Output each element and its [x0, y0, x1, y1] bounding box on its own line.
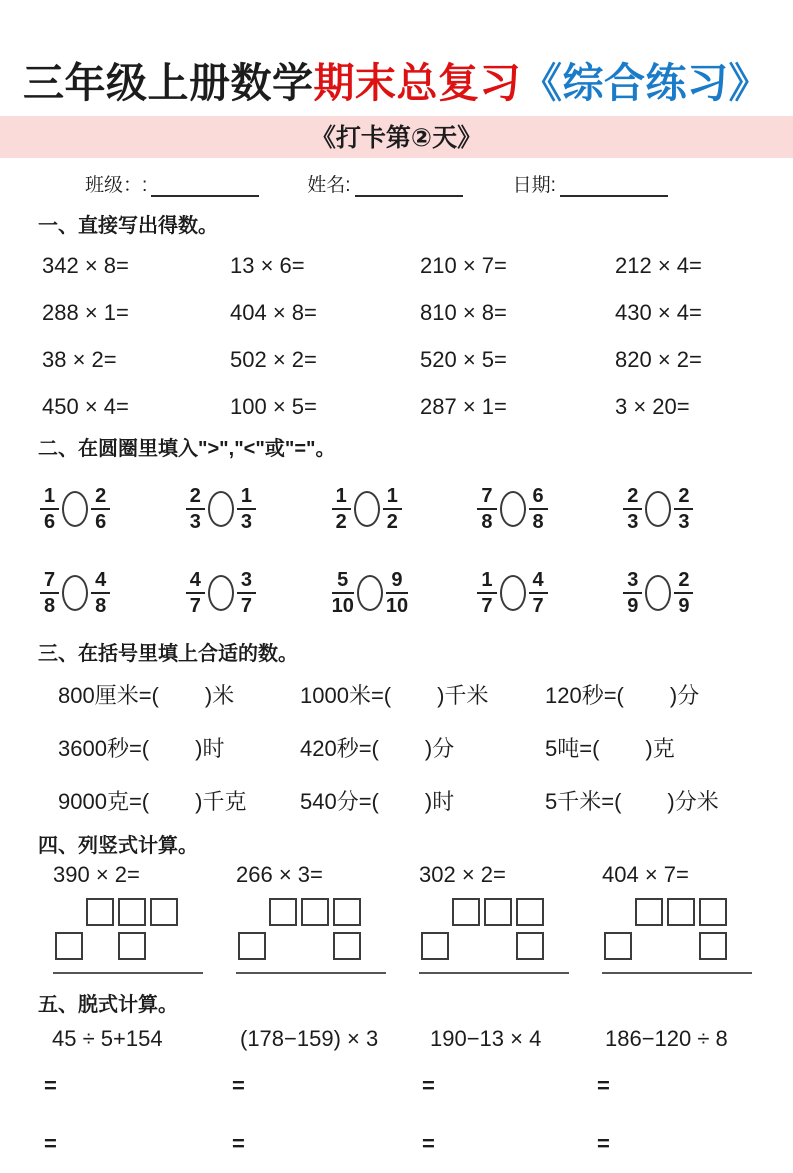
denominator: 8 — [481, 511, 493, 533]
conversion-left: 540分=( — [300, 789, 379, 814]
denominator: 6 — [95, 511, 107, 533]
denominator: 2 — [335, 511, 347, 533]
math-problem: 404 × 8= — [230, 299, 317, 325]
conversion-left: 9000克=( — [58, 789, 150, 814]
fraction-comparison — [477, 551, 623, 635]
student-info-row — [85, 171, 793, 197]
math-problem: (178−159) × 3 — [240, 1026, 379, 1051]
denominator: 8 — [532, 511, 544, 533]
numerator: 2 — [186, 485, 205, 510]
date-label: 日期: — [512, 175, 556, 196]
digit-box[interactable] — [604, 932, 632, 960]
digit-box[interactable] — [150, 898, 178, 926]
compare-circle[interactable] — [357, 575, 383, 611]
unit-conversion — [58, 668, 300, 721]
digit-box[interactable] — [421, 932, 449, 960]
fraction-left — [623, 485, 642, 534]
digit-box[interactable] — [484, 898, 512, 926]
math-problem: 450 × 4= — [42, 393, 129, 419]
conversion-right: )米 — [204, 683, 235, 708]
denominator: 10 — [385, 595, 409, 617]
unit-conversion — [545, 774, 793, 827]
compare-circle[interactable] — [354, 491, 380, 527]
conversion-left: 3600秒=( — [58, 736, 150, 761]
fraction-left — [332, 569, 354, 618]
fraction-comparison — [477, 467, 623, 551]
fraction-comparison — [623, 467, 769, 551]
numerator: 9 — [386, 569, 408, 594]
section3-heading: 三、在括号里填上合适的数。 — [38, 643, 298, 665]
digit-box[interactable] — [333, 898, 361, 926]
equals-line[interactable]: = — [597, 1131, 610, 1156]
quick-calc-grid — [42, 242, 793, 430]
equals-line[interactable]: = — [422, 1131, 435, 1156]
digit-box[interactable] — [516, 932, 544, 960]
conversion-right: )克 — [645, 736, 675, 761]
answer-line — [419, 972, 569, 974]
math-problem: 13 × 6= — [230, 252, 305, 278]
unit-conversion — [545, 668, 793, 721]
title-practice-book: 《综合练习》 — [521, 60, 770, 106]
math-problem: 38 × 2= — [42, 346, 117, 372]
vertical-calc — [602, 862, 785, 986]
vertical-form-area — [236, 892, 419, 986]
conversion-right: )分米 — [667, 789, 719, 814]
math-problem: 404 × 7= — [602, 862, 689, 887]
numerator: 5 — [332, 569, 354, 594]
digit-box[interactable] — [118, 898, 146, 926]
numerator: 1 — [383, 485, 402, 510]
numerator: 4 — [529, 569, 548, 594]
compare-circle[interactable] — [500, 575, 526, 611]
conversion-left: 120秒=( — [545, 683, 624, 708]
conversion-right: )时 — [195, 736, 225, 761]
unit-conversion — [300, 774, 545, 827]
compare-circle[interactable] — [62, 575, 88, 611]
fraction-comparison — [40, 551, 186, 635]
math-problem: 288 × 1= — [42, 299, 129, 325]
fraction-left — [332, 485, 351, 534]
compare-circle[interactable] — [208, 491, 234, 527]
day-banner-text: 《打卡第②天》 — [310, 124, 483, 152]
step-calc-grid — [42, 1021, 793, 1173]
math-problem: 100 × 5= — [230, 393, 317, 419]
date-input-line[interactable] — [560, 177, 668, 197]
conversion-right: )时 — [424, 789, 455, 814]
math-problem: 210 × 7= — [420, 252, 507, 278]
equals-line[interactable]: = — [232, 1131, 245, 1156]
fraction-left — [477, 485, 496, 534]
conversion-left: 5千米=( — [545, 789, 622, 814]
numerator: 1 — [237, 485, 256, 510]
digit-box[interactable] — [269, 898, 297, 926]
math-problem: 212 × 4= — [615, 252, 702, 278]
numerator: 1 — [477, 569, 496, 594]
answer-line — [53, 972, 203, 974]
unit-conversion — [58, 774, 300, 827]
fraction-left — [477, 569, 496, 618]
denominator: 8 — [95, 595, 107, 617]
numerator: 1 — [332, 485, 351, 510]
digit-box[interactable] — [452, 898, 480, 926]
denominator: 3 — [627, 511, 639, 533]
page-title — [0, 50, 793, 109]
digit-box[interactable] — [667, 898, 695, 926]
math-problem: 266 × 3= — [236, 862, 323, 887]
fraction-comparison — [623, 551, 769, 635]
step-calc — [230, 1021, 420, 1173]
numerator: 2 — [91, 485, 110, 510]
denominator: 2 — [386, 511, 398, 533]
math-problem: 3 × 20= — [615, 393, 690, 419]
equals-line[interactable]: = — [422, 1073, 435, 1098]
numerator: 3 — [623, 569, 642, 594]
digit-box[interactable] — [333, 932, 361, 960]
equals-line[interactable]: = — [44, 1131, 57, 1156]
denominator: 7 — [240, 595, 253, 617]
numerator: 6 — [529, 485, 548, 510]
conversion-left: 420秒=( — [300, 736, 379, 761]
conversion-right: )分 — [424, 736, 455, 761]
step-calc — [420, 1021, 595, 1173]
denominator: 10 — [331, 595, 354, 617]
name-label: 姓名: — [307, 175, 351, 196]
compare-circle[interactable] — [62, 491, 88, 527]
math-problem: 430 × 4= — [615, 299, 702, 325]
fraction-comparison — [186, 551, 332, 635]
worksheet-page — [0, 50, 793, 1172]
unit-conversion-grid — [58, 668, 793, 827]
section1-heading: 一、直接写出得数。 — [38, 215, 218, 237]
day-banner — [0, 116, 793, 158]
fraction-right — [237, 485, 256, 534]
vertical-calc-grid — [53, 862, 793, 986]
conversion-right: )千米 — [437, 683, 489, 708]
title-final-review: 期末总复习 — [313, 60, 521, 106]
vertical-calc — [236, 862, 419, 986]
denominator: 7 — [189, 595, 201, 617]
name-input-line[interactable] — [355, 177, 463, 197]
fraction-left — [186, 485, 205, 534]
math-problem: 186−120 ÷ 8 — [605, 1026, 728, 1051]
fraction-left — [40, 569, 59, 618]
equals-line[interactable]: = — [44, 1073, 57, 1098]
compare-circle[interactable] — [500, 491, 526, 527]
vertical-form-area — [419, 892, 602, 986]
compare-circle[interactable] — [645, 575, 671, 611]
digit-box[interactable] — [699, 932, 727, 960]
conversion-left: 1000米=( — [300, 683, 392, 708]
digit-box[interactable] — [516, 898, 544, 926]
fraction-left — [40, 485, 59, 534]
denominator: 7 — [532, 595, 544, 617]
fraction-left — [186, 569, 205, 618]
conversion-right: )千克 — [195, 789, 247, 814]
fraction-comparison — [186, 467, 332, 551]
math-problem: 45 ÷ 5+154 — [52, 1026, 163, 1051]
math-problem: 302 × 2= — [419, 862, 506, 887]
compare-circle[interactable] — [645, 491, 671, 527]
numerator: 7 — [477, 485, 496, 510]
unit-conversion — [545, 721, 793, 774]
math-problem: 287 × 1= — [420, 393, 507, 419]
denominator: 7 — [481, 595, 493, 617]
unit-conversion — [300, 721, 545, 774]
answer-line — [236, 972, 386, 974]
math-problem: 342 × 8= — [42, 252, 129, 278]
numerator: 4 — [186, 569, 205, 594]
numerator: 2 — [623, 485, 642, 510]
compare-circle[interactable] — [208, 575, 234, 611]
fraction-right — [386, 569, 408, 618]
vertical-calc — [419, 862, 602, 986]
fraction-right — [529, 569, 548, 618]
step-calc — [42, 1021, 230, 1173]
math-problem: 520 × 5= — [420, 346, 507, 372]
math-problem: 190−13 × 4 — [430, 1026, 542, 1051]
fraction-right — [529, 485, 548, 534]
math-problem: 810 × 8= — [420, 299, 507, 325]
section4-heading: 四、列竖式计算。 — [38, 835, 198, 857]
numerator: 7 — [40, 569, 59, 594]
fraction-comparison — [332, 551, 478, 635]
math-problem: 390 × 2= — [53, 862, 140, 887]
numerator: 2 — [674, 485, 693, 510]
vertical-form-area — [53, 892, 236, 986]
digit-box[interactable] — [86, 898, 114, 926]
digit-box[interactable] — [699, 898, 727, 926]
digit-box[interactable] — [238, 932, 266, 960]
compare-grid — [40, 467, 769, 635]
numerator: 3 — [237, 569, 256, 594]
vertical-form-area — [602, 892, 785, 986]
equals-line[interactable]: = — [232, 1073, 245, 1098]
numerator: 4 — [91, 569, 110, 594]
denominator: 9 — [627, 595, 639, 617]
denominator: 3 — [189, 511, 201, 533]
numerator: 1 — [40, 485, 59, 510]
fraction-left — [623, 569, 642, 618]
class-input-line[interactable] — [151, 177, 259, 197]
conversion-left: 800厘米=( — [58, 683, 159, 708]
answer-line — [602, 972, 752, 974]
section5-heading: 五、脱式计算。 — [38, 994, 178, 1016]
unit-conversion — [58, 721, 300, 774]
fraction-comparison — [332, 467, 478, 551]
digit-box[interactable] — [635, 898, 663, 926]
numerator: 2 — [674, 569, 693, 594]
fraction-right — [91, 485, 110, 534]
math-problem: 502 × 2= — [230, 346, 317, 372]
equals-line[interactable]: = — [597, 1073, 610, 1098]
class-label: 班级：: — [85, 175, 148, 196]
unit-conversion — [300, 668, 545, 721]
conversion-left: 5吨=( — [545, 736, 600, 761]
math-problem: 820 × 2= — [615, 346, 702, 372]
section2-heading: 二、在圆圈里填入">","<"或"="。 — [38, 438, 336, 460]
fraction-right — [674, 569, 693, 618]
title-grade-subject: 三年级上册数学 — [23, 60, 314, 106]
fraction-right — [674, 485, 693, 534]
digit-box[interactable] — [118, 932, 146, 960]
digit-box[interactable] — [55, 932, 83, 960]
fraction-comparison — [40, 467, 186, 551]
denominator: 6 — [44, 511, 56, 533]
denominator: 3 — [240, 511, 253, 533]
denominator: 3 — [678, 511, 690, 533]
fraction-right — [91, 569, 110, 618]
fraction-right — [237, 569, 256, 618]
denominator: 8 — [44, 595, 56, 617]
vertical-calc — [53, 862, 236, 986]
step-calc — [595, 1021, 793, 1173]
fraction-right — [383, 485, 402, 534]
denominator: 9 — [678, 595, 690, 617]
conversion-right: )分 — [669, 683, 700, 708]
digit-box[interactable] — [301, 898, 329, 926]
